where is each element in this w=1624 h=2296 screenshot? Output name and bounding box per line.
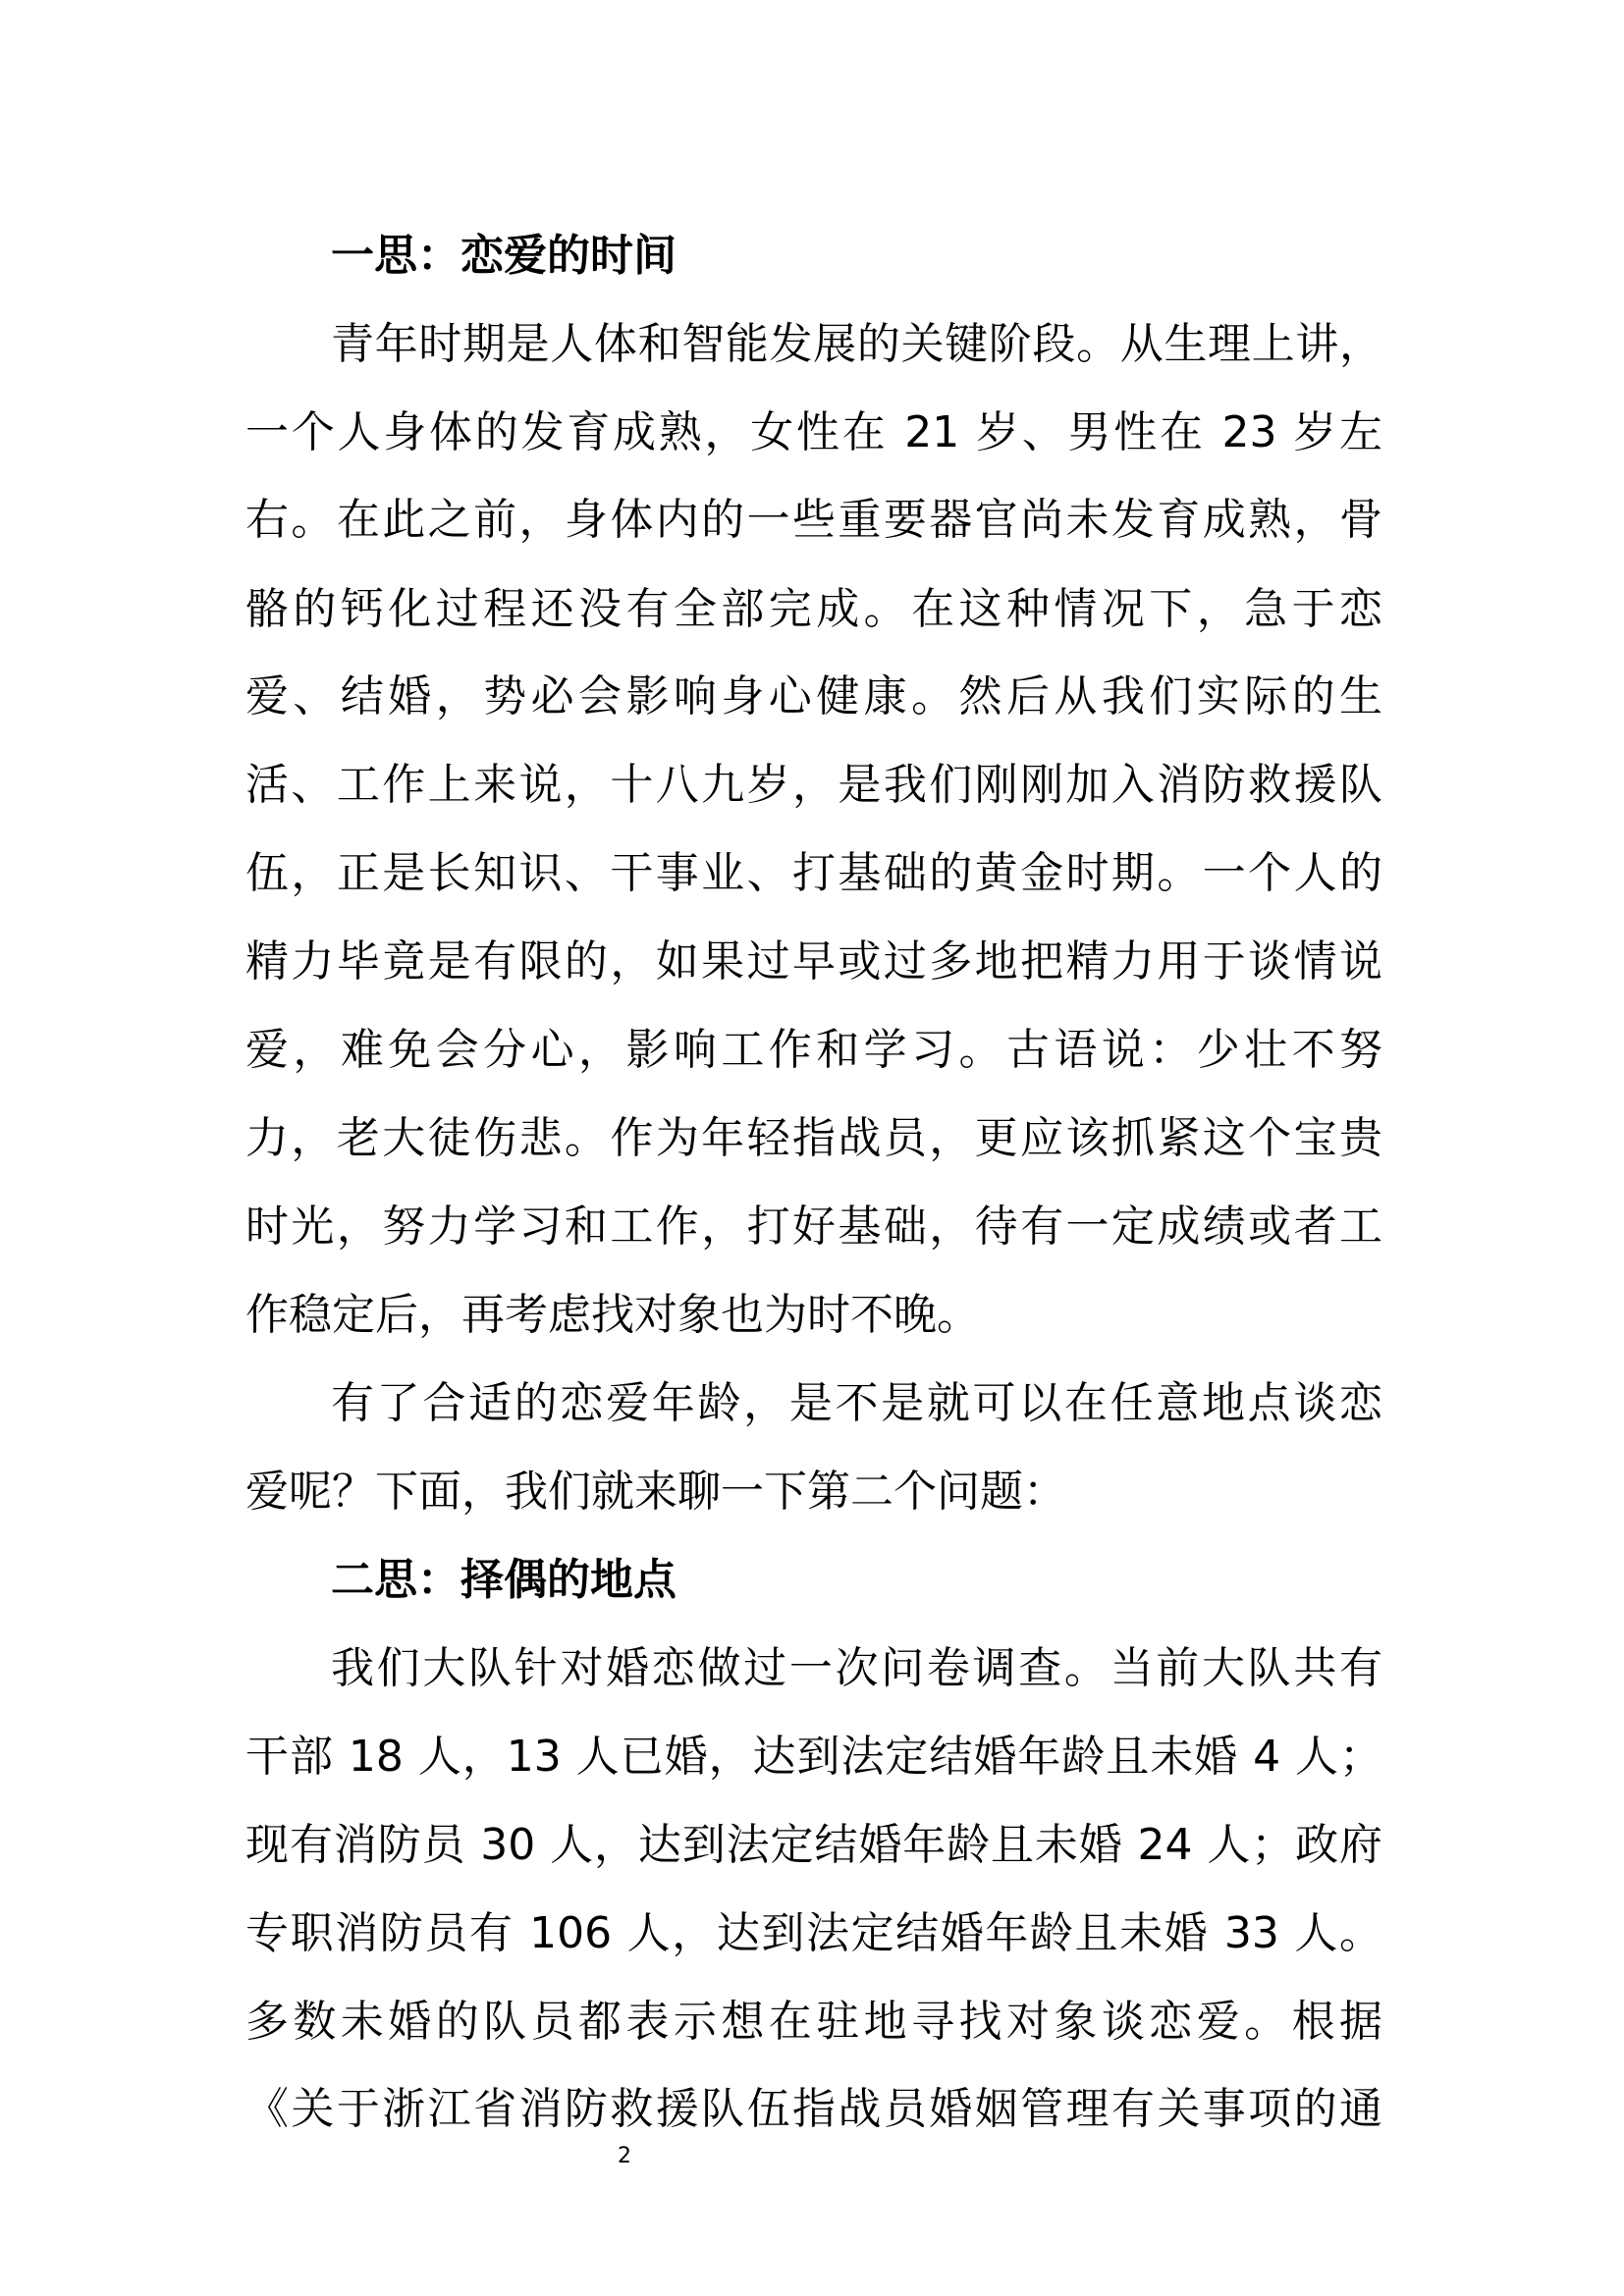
paragraph-line: 专职消防员有 106 人，达到法定结婚年龄且未婚 33 人。: [245, 1908, 1382, 1958]
paragraph-line: 爱，难免会分心，影响工作和学习。古语说：少壮不努: [245, 1025, 1382, 1075]
paragraph-line: 有了合适的恋爱年龄，是不是就可以在任意地点谈恋: [331, 1378, 1382, 1428]
section-heading-1: 一思：恋爱的时间: [331, 231, 677, 281]
paragraph-line: 爱呢？下面，我们就来聊一下第二个问题：: [245, 1467, 1066, 1517]
paragraph-line: 右。在此之前，身体内的一些重要器官尚未发育成熟，骨: [245, 495, 1382, 545]
paragraph-line: 力，老大徒伤悲。作为年轻指战员，更应该抓紧这个宝贵: [245, 1113, 1382, 1163]
paragraph-line: 爱、结婚，势必会影响身心健康。然后从我们实际的生: [245, 671, 1382, 721]
paragraph-line: 《关于浙江省消防救援队伍指战员婚姻管理有关事项的通: [245, 2084, 1382, 2134]
paragraph-line: 精力毕竟是有限的，如果过早或过多地把精力用于谈情说: [245, 936, 1382, 987]
page-number: 2: [618, 2144, 631, 2168]
paragraph-line: 作稳定后，再考虑找对象也为时不晚。: [245, 1290, 980, 1340]
paragraph-line: 时光，努力学习和工作，打好基础，待有一定成绩或者工: [245, 1201, 1382, 1252]
paragraph-line: 青年时期是人体和智能发展的关键阶段。从生理上讲，: [331, 319, 1382, 369]
section-heading-2: 二思：择偶的地点: [331, 1555, 677, 1605]
paragraph-line: 骼的钙化过程还没有全部完成。在这种情况下，急于恋: [245, 584, 1382, 634]
paragraph-line: 伍，正是长知识、干事业、打基础的黄金时期。一个人的: [245, 848, 1382, 898]
paragraph-line: 活、工作上来说，十八九岁，是我们刚刚加入消防救援队: [245, 760, 1382, 810]
paragraph-line: 多数未婚的队员都表示想在驻地寻找对象谈恋爱。根据: [245, 1997, 1382, 2047]
paragraph-line: 干部 18 人，13 人已婚，达到法定结婚年龄且未婚 4 人；: [245, 1732, 1382, 1782]
paragraph-line: 现有消防员 30 人，达到法定结婚年龄且未婚 24 人；政府: [245, 1820, 1382, 1870]
paragraph-line: 一个人身体的发育成熟，女性在 21 岁、男性在 23 岁左: [245, 407, 1382, 457]
paragraph-line: 我们大队针对婚恋做过一次问卷调查。当前大队共有: [331, 1643, 1382, 1693]
